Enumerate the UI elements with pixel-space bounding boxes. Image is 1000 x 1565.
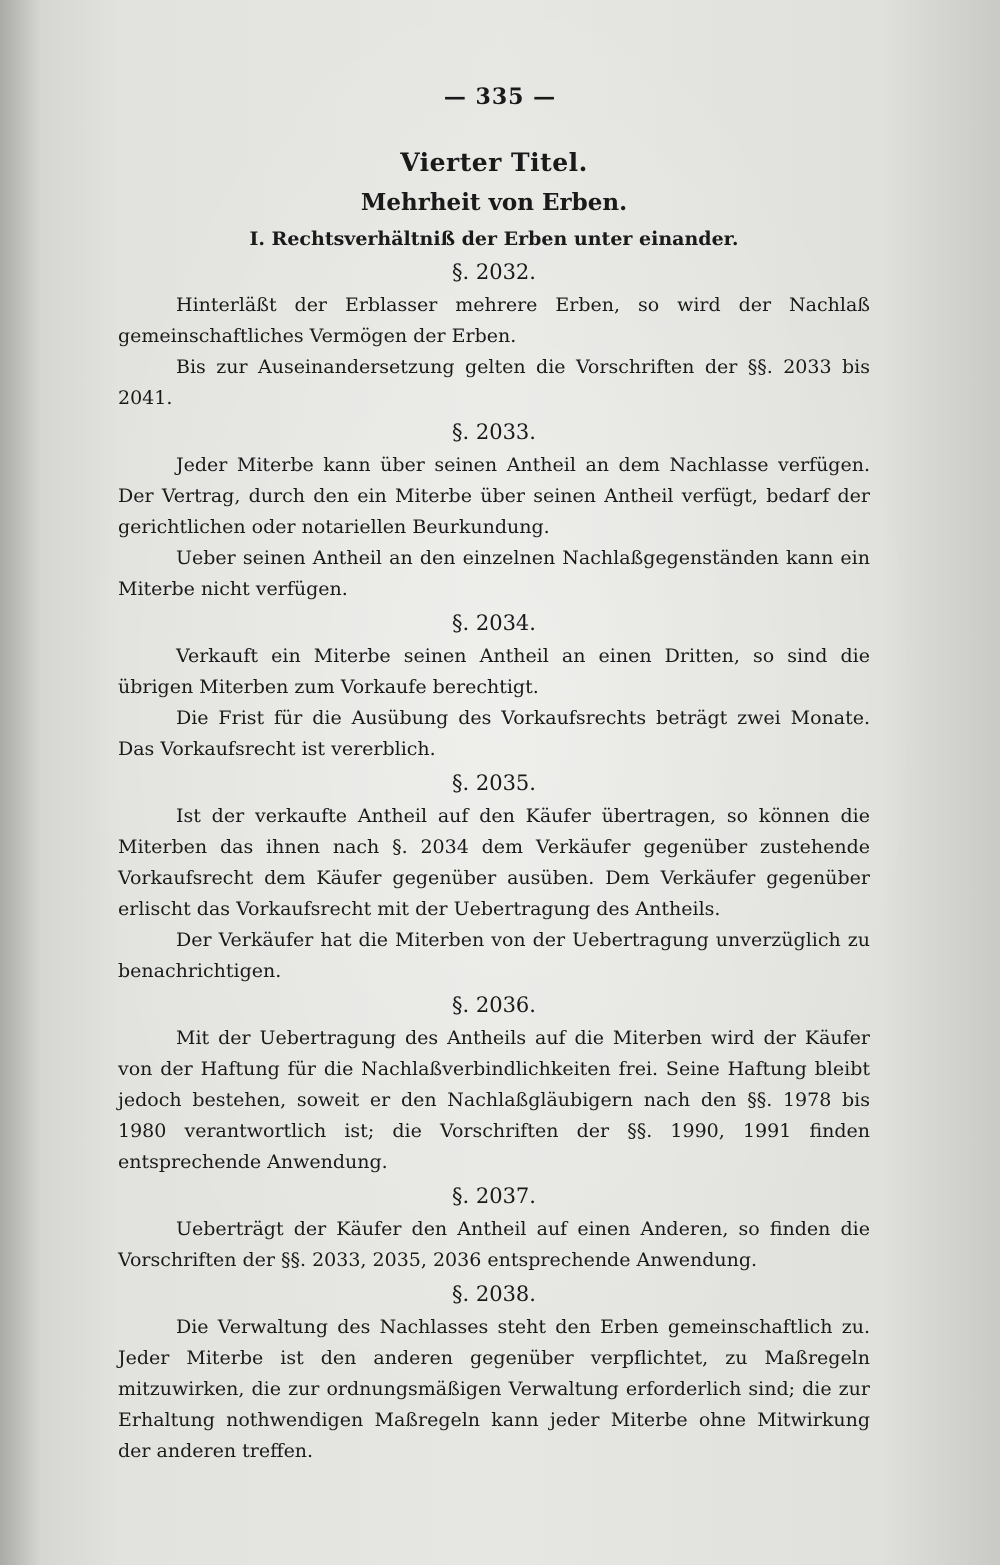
paragraph-heading: §. 2034.: [452, 611, 536, 635]
paragraph-2034: [118, 611, 870, 765]
paragraph-text: Ist der verkaufte Antheil auf den Käufer übertragen, so können die Miterben das ihnen nach §. 2034 dem Verkäufer gegenüber zustehende Vorkaufsrecht dem Käufer gegenüber ausüben. Dem Verkäufer gegenüber erlischt das Vorkaufsrecht mit der Uebertragung des Antheils.: [118, 805, 870, 920]
paragraph-text: Die Frist für die Ausübung des Vorkaufsrechts beträgt zwei Monate. Das Vorkaufsrecht ist vererblich.: [118, 707, 870, 760]
page-gutter-shadow: [0, 0, 40, 1565]
page-number: — 335 —: [443, 84, 557, 110]
paragraph-2036: [118, 993, 870, 1178]
paragraph-text: Der Verkäufer hat die Miterben von der Uebertragung unverzüglich zu benachrichtigen.: [118, 929, 870, 982]
paragraph-text: Ueber seinen Antheil an den einzelnen Nachlaßgegenständen kann ein Miterbe nicht verfügen.: [118, 547, 870, 600]
paragraph-text: Jeder Miterbe kann über seinen Antheil an dem Nachlasse verfügen. Der Vertrag, durch den ein Miterbe über seinen Antheil verfügt, bedarf der gerichtlichen oder notariellen Beurkundung.: [118, 454, 870, 538]
section-heading: I. Rechtsverhältniß der Erben unter einander.: [249, 228, 739, 250]
paragraph-2032: [118, 260, 870, 414]
paragraph-2033: [118, 420, 870, 605]
subtitle-heading: Mehrheit von Erben.: [360, 189, 628, 216]
page-text: [118, 148, 870, 1467]
paragraph-heading: §. 2033.: [452, 420, 536, 444]
paragraph-text: Mit der Uebertragung des Antheils auf die Miterben wird der Käufer von der Haftung für die Nachlaßverbindlichkeiten frei. Seine Haftung bleibt jedoch bestehen, soweit er den Nachlaßgläubigern nach den §§. 1978 bis 1980 verantwortlich ist; die Vorschriften der §§. 1990, 1991 finden entsprechende Anwendung.: [118, 1027, 870, 1173]
paragraph-text: Bis zur Auseinandersetzung gelten die Vorschriften der §§. 2033 bis 2041.: [118, 356, 870, 409]
paragraph-heading: §. 2035.: [452, 771, 536, 795]
paragraph-text: Hinterläßt der Erblasser mehrere Erben, so wird der Nachlaß gemeinschaftliches Vermögen der Erben.: [118, 294, 870, 347]
paragraph-text: Verkauft ein Miterbe seinen Antheil an einen Dritten, so sind die übrigen Miterben zum Vorkaufe berechtigt.: [118, 645, 870, 698]
paragraph-heading: §. 2036.: [452, 993, 536, 1017]
title-heading: Vierter Titel.: [400, 148, 588, 177]
paragraph-text: Die Verwaltung des Nachlasses steht den Erben gemeinschaftlich zu. Jeder Miterbe ist den anderen gegenüber verpflichtet, zu Maßregeln mitzuwirken, die zur ordnungsmäßigen Verwaltung erforderlich sind; die zur Erhaltung nothwendigen Maßregeln kann jeder Miterbe ohne Mitwirkung der anderen treffen.: [118, 1316, 870, 1462]
paragraph-heading: §. 2038.: [452, 1282, 536, 1306]
paragraph-heading: §. 2037.: [452, 1184, 536, 1208]
paragraph-text: Ueberträgt der Käufer den Antheil auf einen Anderen, so finden die Vorschriften der §§. 2033, 2035, 2036 entsprechende Anwendung.: [118, 1218, 870, 1271]
paragraph-2035: [118, 771, 870, 987]
paragraph-2038: [118, 1282, 870, 1467]
paragraph-heading: §. 2032.: [452, 260, 536, 284]
paragraph-2037: [118, 1184, 870, 1276]
